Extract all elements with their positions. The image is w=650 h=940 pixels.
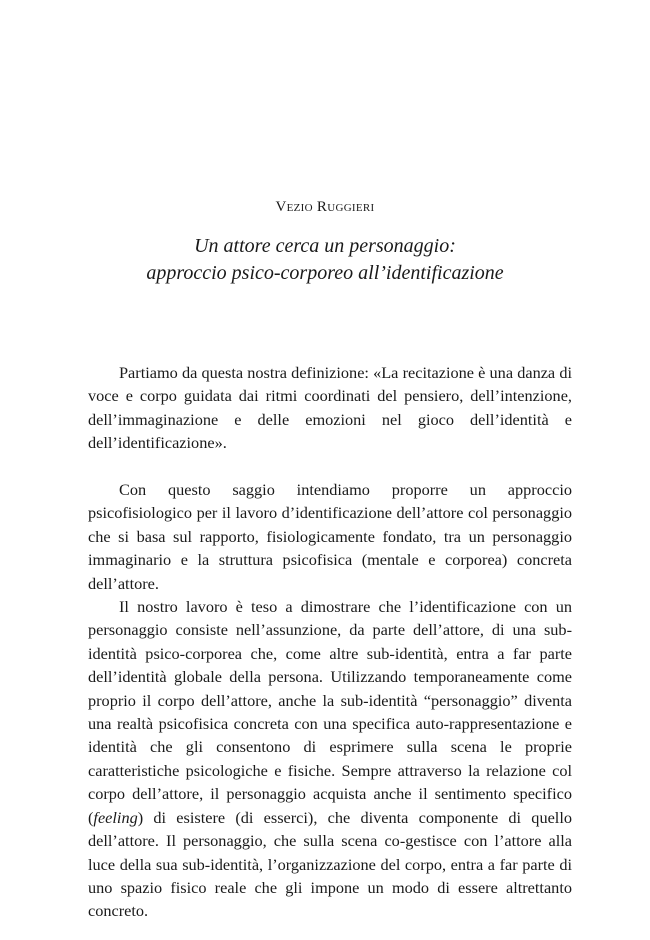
chapter-title-line-2: approccio psico-corporeo all’identificazione — [146, 262, 504, 284]
body-text — [88, 361, 572, 923]
paragraph-2: Con questo saggio intendiamo proporre un approccio psicofisiologico per il lavoro d’identificazione dell’attore col personaggio che si basa sul rapporto, fisiologicamente fondato, tra un personaggio immaginario e la struttura psicofisica (mentale e corporea) concreta dell’attore. — [88, 480, 572, 593]
author-name: Vezio Ruggieri — [275, 199, 375, 215]
paragraph-3 — [88, 595, 572, 923]
chapter-title — [0, 233, 650, 287]
chapter-title-line-1: Un attore cerca un personaggio: — [194, 235, 456, 257]
paragraph-3-part-a: Il nostro lavoro è teso a dimostrare che l’identificazione con un personaggio consiste nell’assunzione, da parte dell’attore, di una sub-identità psico-corporea che, come altre sub-identità, entra a far parte dell’identità globale della persona. Utilizzando temporaneamente come proprio il corpo dell’attore, anche la sub-identità “personaggio” diventa una realtà psicofisica concreta con una specifica auto-rappresentazione e identità che gli consentono di esprimere sulla scena le proprie caratteristiche psicologiche e fisiche. Sempre attraverso la relazione col corpo dell’attore, il personaggio acquista anche il sentimento specifico ( — [88, 597, 572, 827]
paragraph-1: Partiamo da questa nostra definizione: «La recitazione è una danza di voce e corpo guidata dai ritmi coordinati del pensiero, dell’intenzione, dell’immaginazione e delle emozioni nel gioco dell’identità e dell’identificazione». — [88, 363, 572, 453]
feeling-term: feeling — [93, 807, 138, 827]
paragraph-3-part-b: ) di esistere (di esserci), che diventa componente di quello dell’attore. Il personaggio, che sulla scena co-gestisce con l’attore alla luce della sua sub-identità, l’organizzazione del corpo, entra a far parte di uno spazio fisico reale che gli impone un modo di essere altrettanto concreto. — [88, 807, 572, 921]
